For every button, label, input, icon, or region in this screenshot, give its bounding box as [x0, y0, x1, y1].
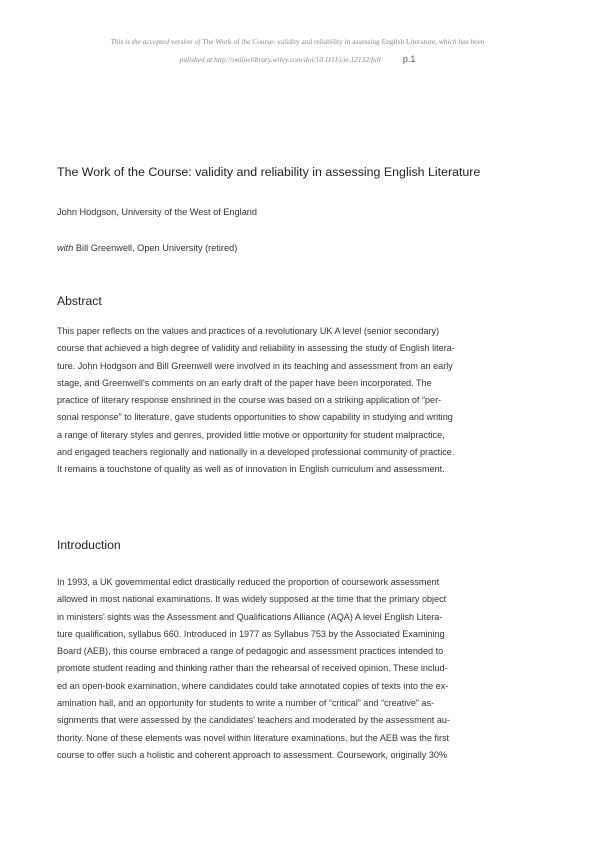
abstract-heading: Abstract [57, 294, 102, 308]
abstract-line: It remains a touchstone of quality as well as of innovation in English curriculum and assessment. [57, 464, 445, 475]
introduction-line: In 1993, a UK governmental edict drastically reduced the proportion of coursework assessment [57, 577, 440, 587]
introduction-line: ed an open-book examination, where candidates could take annotated copies of texts into the ex- [57, 680, 449, 691]
introduction-line: signments that were assessed by the candidates' teachers and moderated by the assessment au- [57, 715, 450, 726]
introduction-line: amination hall, and an opportunity for students to write a number of “critical” and “creative” as- [57, 698, 435, 709]
paper-title: The Work of the Course: validity and reliability in assessing English Literature [57, 165, 481, 179]
introduction-line: Board (AEB), this course embraced a range of pedagogic and assessment practices intended to [57, 646, 444, 657]
abstract-line: sonal response” to literature, gave students opportunities to show capability in studying and writing [57, 412, 453, 423]
abstract-line: a range of literary styles and genres, provided little motive or opportunity for student malpractice, [57, 429, 445, 440]
introduction-line: course to offer such a holistic and coherent approach to assessment. Coursework, originally 30% [57, 749, 448, 760]
abstract-line: This paper reflects on the values and practices of a revolutionary UK A level (senior secondary) [57, 326, 440, 336]
secondary-author [57, 243, 237, 253]
introduction-line: in ministers' sights was the Assessment and Qualifications Alliance (AQA) A level English Litera- [57, 611, 443, 622]
introduction-paragraph [57, 574, 541, 764]
abstract-line: course that achieved a high degree of validity and reliability in assessing the study of English litera- [57, 343, 455, 354]
introduction-line: ture qualification, syllabus 660. Introduced in 1977 as Syllabus 753 by the Associated Examining [57, 628, 445, 639]
introduction-heading: Introduction [57, 538, 121, 552]
header-article-title: The Work of the Course: validity and reliability in assessing English Literature [202, 37, 436, 46]
running-header-line-1 [0, 37, 595, 46]
secondary-author-name: Bill Greenwell, Open University (retired) [75, 243, 238, 253]
introduction-line: allowed in most national examinations. It was widely supposed at the time that the primary object [57, 594, 447, 605]
abstract-line: ture. John Hodgson and Bill Greenwell were involved in its teaching and assessment from an early [57, 360, 453, 371]
abstract-line: and engaged teachers regionally and nationally in a developed professional community of practice. [57, 447, 455, 458]
primary-author: John Hodgson, University of the West of England [57, 207, 258, 217]
abstract-paragraph [57, 323, 541, 479]
header-prefix: This is the accepted version of [110, 37, 203, 46]
introduction-line: thority. None of these elements was novel within literature examinations, but the AEB was the first [57, 732, 450, 743]
introduction-line: promote student reading and thinking rather than the rehearsal of received opinion. These includ- [57, 663, 448, 674]
header-suffix: , which has been [435, 37, 485, 46]
running-header-line-2 [0, 54, 595, 64]
header-publication-note: pulished at http://onlinelibrary.wiley.com/doi/10.1111/cie.12132/full [179, 55, 381, 64]
with-label: with [57, 243, 74, 253]
abstract-line: practice of literary response enshrined in the course was based on a striking application of “per- [57, 395, 442, 406]
page-number: p.1 [402, 54, 416, 64]
abstract-line: stage, and Greenwell's comments on an early draft of the paper have been incorporated. The [57, 377, 432, 388]
